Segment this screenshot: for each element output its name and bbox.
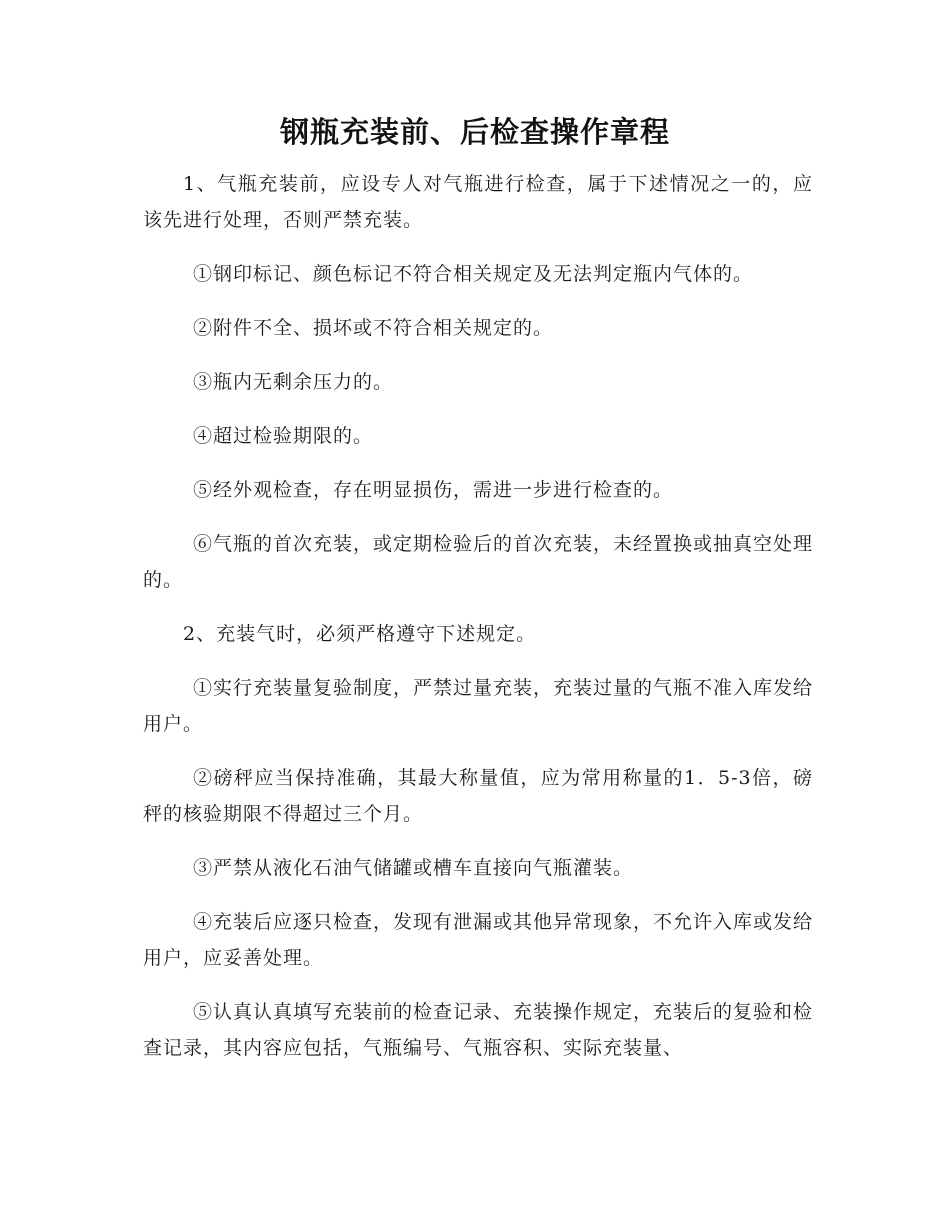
paragraph-section-1: 1、气瓶充装前，应设专人对气瓶进行检查，属于下述情况之一的，应该先进行处理，否则严禁充装。 xyxy=(143,173,813,231)
paragraph-item-2-5: ⑤认真认真填写充装前的检查记录、充装操作规定，充装后的复验和检查记录，其内容应包括，气瓶编号、气瓶容积、实际充装量、 xyxy=(143,1001,814,1059)
paragraph-item-1-6: ⑥气瓶的首次充装，或定期检验后的首次充装，未经置换或抽真空处理的。 xyxy=(143,533,814,591)
paragraph-item-2-3: ③严禁从液化石油气储罐或槽车直接向气瓶灌装。 xyxy=(193,857,634,879)
paragraph-item-1-5: ⑤经外观检查，存在明显损伤，需进一步进行检查的。 xyxy=(193,479,674,501)
paragraph-item-2-2: ②磅秤应当保持准确，其最大称量值，应为常用称量的1．5-3倍，磅秤的核验期限不得超过三个月。 xyxy=(143,767,813,825)
paragraph-item-1-4: ④超过检验期限的。 xyxy=(193,425,374,447)
paragraph-item-2-1: ①实行充装量复验制度，严禁过量充装，充装过量的气瓶不准入库发给用户。 xyxy=(143,677,814,735)
paragraph-item-2-4: ④充装后应逐只检查，发现有泄漏或其他异常现象，不允许入库或发给用户，应妥善处理。 xyxy=(143,911,814,969)
paragraph-item-1-1: ①钢印标记、颜色标记不符合相关规定及无法判定瓶内气体的。 xyxy=(193,263,754,285)
document-title: 钢瓶充装前、后检查操作章程 xyxy=(279,115,670,149)
document-body xyxy=(143,166,813,1084)
paragraph-item-1-2: ②附件不全、损坏或不符合相关规定的。 xyxy=(193,317,554,339)
paragraph-section-2: 2、充装气时，必须严格遵守下述规定。 xyxy=(183,623,537,645)
paragraph-item-1-3: ③瓶内无剩余压力的。 xyxy=(193,371,394,393)
